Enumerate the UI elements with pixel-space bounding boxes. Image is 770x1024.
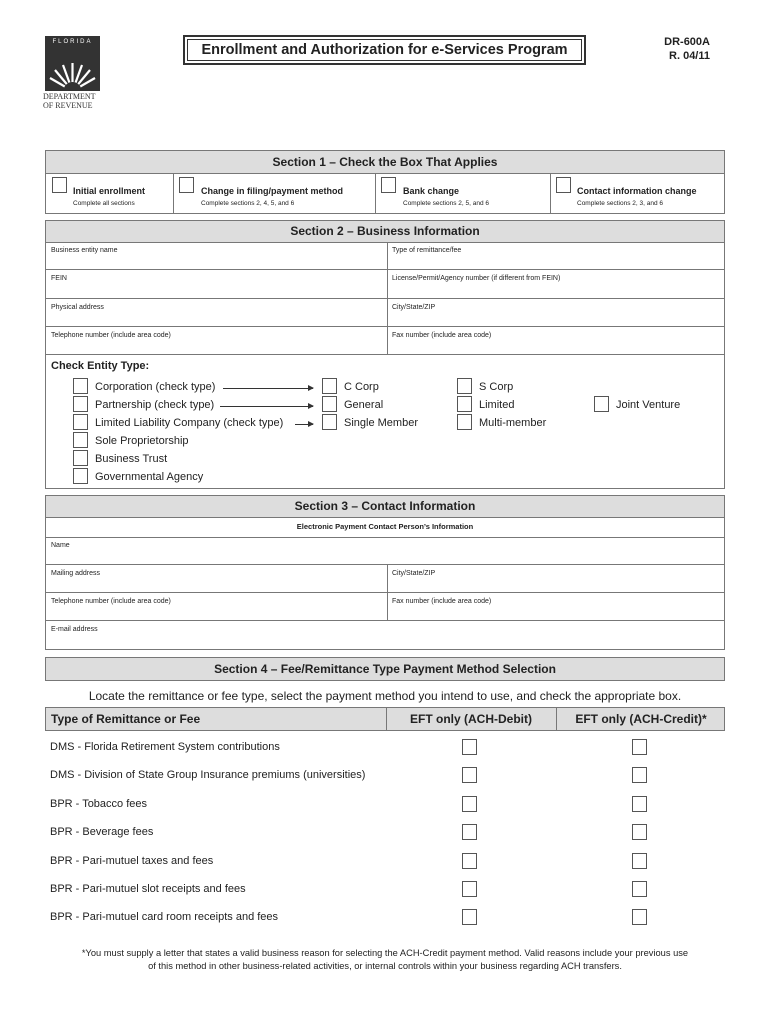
department-text: DEPARTMENT OF REVENUE: [43, 92, 96, 110]
fein-field: FEIN: [51, 275, 67, 282]
ach-credit-checkbox[interactable]: [632, 881, 647, 897]
footnote: *You must supply a letter that states a valid business reason for selecting the ACH-Credit payment method. Valid reasons include your previous use of this method in other business-related activities, or internal controls within your business regarding ACH transfers.: [81, 948, 689, 971]
ach-credit-checkbox[interactable]: [632, 909, 647, 925]
mailing-address-field: Mailing address: [51, 570, 101, 577]
remittance-type-label: BPR - Pari-mutuel card room receipts and fees: [50, 911, 279, 924]
arrow-icon: [223, 388, 313, 389]
fax-field: Fax number (include area code): [392, 332, 492, 339]
subtype-label: Single Member: [344, 417, 418, 429]
ach-debit-checkbox[interactable]: [462, 881, 477, 897]
option-label: Initial enrollment: [73, 186, 146, 196]
option-label: Contact information change: [577, 186, 697, 196]
entity-checkbox[interactable]: [73, 468, 88, 484]
form-row[interactable]: [45, 242, 725, 270]
subtype-checkbox[interactable]: [322, 396, 337, 412]
column-header: EFT only (ACH-Credit)*: [575, 712, 707, 726]
form-number: DR-600A R. 04/11: [664, 36, 710, 62]
form-row[interactable]: [45, 565, 725, 593]
subtype-checkbox[interactable]: [457, 414, 472, 430]
ach-debit-checkbox[interactable]: [462, 796, 477, 812]
entity-type-title: Check Entity Type:: [51, 360, 150, 372]
option-sub: Complete sections 2, 3, and 6: [577, 200, 663, 207]
section3-header: Section 3 – Contact Information: [45, 495, 725, 518]
option-sub: Complete all sections: [73, 200, 135, 207]
logo-text: FLORIDA: [52, 39, 93, 45]
bank-change-checkbox[interactable]: [381, 177, 396, 193]
entity-label: Limited Liability Company (check type): [95, 417, 284, 429]
form-title: Enrollment and Authorization for e-Services Program: [183, 35, 586, 65]
entity-checkbox[interactable]: [73, 396, 88, 412]
city-state-zip-field: City/State/ZIP: [392, 304, 436, 311]
change-method-checkbox[interactable]: [179, 177, 194, 193]
sun-icon: [49, 57, 96, 91]
remittance-type-label: BPR - Pari-mutuel taxes and fees: [50, 854, 214, 867]
remittance-type-label: BPR - Tobacco fees: [50, 797, 148, 810]
fax-field: Fax number (include area code): [392, 598, 492, 605]
entity-label: Corporation (check type): [95, 381, 216, 393]
entity-checkbox[interactable]: [73, 450, 88, 466]
entity-label: Sole Proprietorship: [95, 435, 189, 447]
option-label: Change in filing/payment method: [201, 186, 344, 196]
option-sub: Complete sections 2, 5, and 6: [403, 200, 489, 207]
subtype-checkbox[interactable]: [322, 414, 337, 430]
arrow-icon: [295, 424, 313, 425]
subtype-label: S Corp: [479, 381, 514, 393]
license-field: License/Permit/Agency number (if different from FEIN): [392, 275, 561, 282]
table-header: [45, 707, 725, 731]
contact-change-checkbox[interactable]: [556, 177, 571, 193]
entity-checkbox[interactable]: [73, 414, 88, 430]
subtype-label: Joint Venture: [616, 399, 681, 411]
remittance-type-field: Type of remittance/fee: [392, 247, 462, 254]
option-label: Bank change: [403, 186, 460, 196]
ach-credit-checkbox[interactable]: [632, 767, 647, 783]
initial-enrollment-checkbox[interactable]: [52, 177, 67, 193]
contact-subheader: Electronic Payment Contact Person’s Information: [45, 517, 725, 538]
ach-credit-checkbox[interactable]: [632, 796, 647, 812]
entity-label: Partnership (check type): [95, 399, 215, 411]
form-row[interactable]: [45, 299, 725, 327]
ach-debit-checkbox[interactable]: [462, 767, 477, 783]
physical-address-field: Physical address: [51, 304, 104, 311]
section1-options: [45, 173, 725, 214]
subtype-label: C Corp: [344, 381, 379, 393]
subtype-checkbox[interactable]: [594, 396, 609, 412]
section4-instruction: Locate the remittance or fee type, select the payment method you intend to use, and check the appropriate box.: [88, 689, 682, 703]
subtype-checkbox[interactable]: [457, 396, 472, 412]
subtype-label: Limited: [479, 399, 515, 411]
entity-checkbox[interactable]: [73, 378, 88, 394]
entity-checkbox[interactable]: [73, 432, 88, 448]
subtype-label: Multi-member: [479, 417, 547, 429]
arrow-icon: [220, 406, 313, 407]
business-name-field: Business entity name: [51, 247, 118, 254]
remittance-type-label: BPR - Beverage fees: [50, 826, 154, 839]
column-header: EFT only (ACH-Debit): [410, 712, 532, 726]
section1-header: Section 1 – Check the Box That Applies: [45, 150, 725, 174]
form-row[interactable]: [45, 621, 725, 650]
section4-header: Section 4 – Fee/Remittance Type Payment Method Selection: [45, 657, 725, 681]
remittance-type-label: DMS - Division of State Group Insurance premiums (universities): [50, 769, 366, 782]
city-state-zip-field: City/State/ZIP: [392, 570, 436, 577]
form-row[interactable]: [45, 327, 725, 355]
ach-credit-checkbox[interactable]: [632, 824, 647, 840]
subtype-label: General: [344, 399, 384, 411]
form-row[interactable]: [45, 537, 725, 565]
entity-label: Governmental Agency: [95, 471, 204, 483]
entity-label: Business Trust: [95, 453, 168, 465]
florida-dor-logo: [45, 36, 100, 91]
remittance-type-label: BPR - Pari-mutuel slot receipts and fees: [50, 883, 246, 895]
telephone-field: Telephone number (include area code): [51, 332, 171, 339]
column-header: Type of Remittance or Fee: [51, 712, 201, 726]
email-field: E-mail address: [51, 626, 98, 633]
name-field: Name: [51, 542, 70, 549]
section2-header: Section 2 – Business Information: [45, 220, 725, 243]
ach-credit-checkbox[interactable]: [632, 739, 647, 755]
ach-debit-checkbox[interactable]: [462, 853, 477, 869]
form-row[interactable]: [45, 270, 725, 299]
remittance-type-label: DMS - Florida Retirement System contributions: [50, 741, 280, 753]
option-sub: Complete sections 2, 4, 5, and 6: [201, 200, 295, 207]
subtype-checkbox[interactable]: [322, 378, 337, 394]
form-row[interactable]: [45, 593, 725, 621]
ach-debit-checkbox[interactable]: [462, 739, 477, 755]
ach-debit-checkbox[interactable]: [462, 909, 477, 925]
telephone-field: Telephone number (include area code): [51, 598, 171, 605]
ach-credit-checkbox[interactable]: [632, 853, 647, 869]
ach-debit-checkbox[interactable]: [462, 824, 477, 840]
subtype-checkbox[interactable]: [457, 378, 472, 394]
